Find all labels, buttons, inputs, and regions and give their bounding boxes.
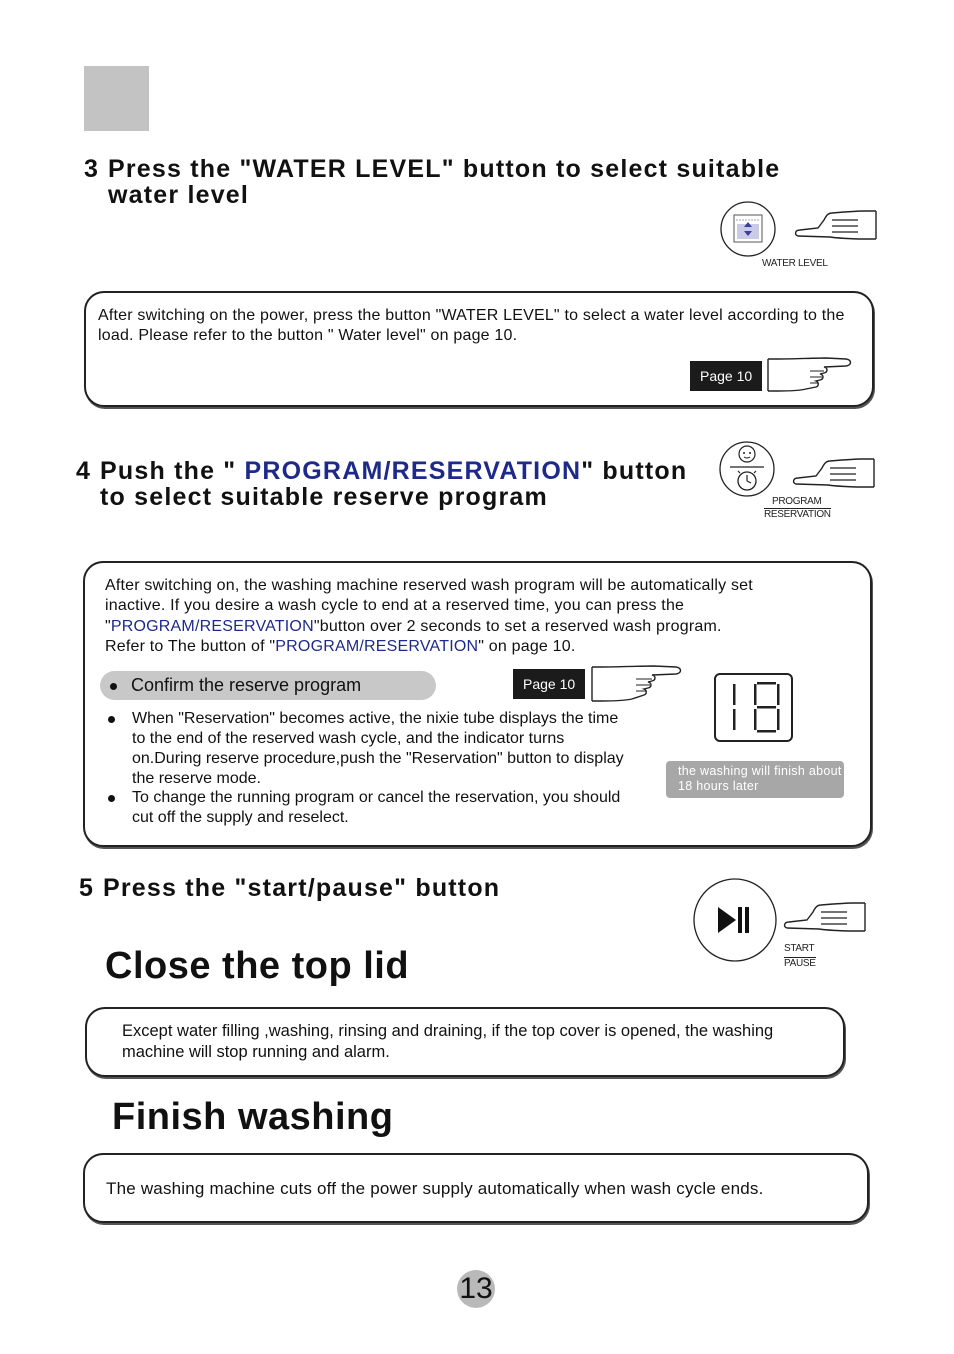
program-label: PROGRAM — [772, 496, 822, 507]
finish-text: The washing machine cuts off the power supply automatically when wash cycle ends. — [106, 1179, 764, 1198]
page-number: 13 — [457, 1270, 495, 1308]
pointing-hand-icon — [588, 663, 684, 705]
step4-paragraph — [105, 576, 855, 657]
step4-page-badge[interactable]: Page 10 — [513, 669, 585, 699]
step4-title-pre: Push the " — [100, 457, 245, 485]
step4-para-line3-rest: "button over 2 seconds to set a reserved wash program. — [313, 617, 722, 635]
step5-number: 5 — [79, 874, 95, 902]
quote-mark: " — [105, 617, 111, 635]
step4-bullet-2 — [108, 788, 628, 828]
step4-para-line3 — [105, 617, 855, 637]
step4-para-line4-accent: PROGRAM/RESERVATION — [275, 637, 479, 655]
bullet-dot — [110, 683, 117, 690]
reservation-label-text: RESERVATION — [764, 509, 831, 520]
start-label: START — [784, 943, 815, 954]
step4-bullet-2-text: To change the running program or cancel the reservation, you should cut off the supply and reselect. — [132, 789, 621, 826]
step4-title-line2: to select suitable reserve program — [100, 483, 548, 511]
step4-para-line4 — [105, 637, 855, 657]
water-level-button-icon[interactable] — [719, 200, 777, 258]
pause-label: PAUSE — [784, 958, 816, 969]
step4-para-accent: PROGRAM/RESERVATION — [110, 617, 314, 635]
step4-title-post: " button — [581, 457, 688, 485]
close-lid-text: Except water filling ,washing, rinsing and draining, if the top cover is opened, the washing machine will stop running and alarm. — [122, 1022, 774, 1061]
step4-title — [76, 458, 736, 510]
step3-number: 3 — [84, 155, 100, 183]
pointing-hand-icon — [781, 900, 867, 934]
step4-number: 4 — [76, 457, 92, 485]
confirm-reserve-pill — [100, 671, 436, 700]
step3-box-text: After switching on the power, press the button "WATER LEVEL" to select a water level according to the load. Please refer to the button " Water level" on page 10. — [98, 307, 845, 344]
step3-title-line2: water level — [108, 181, 250, 209]
step4-para-line2: inactive. If you desire a wash cycle to end at a reserved time, you can press the — [105, 597, 685, 615]
step5-title — [79, 875, 639, 901]
bullet-dot — [108, 795, 115, 802]
step4-para-line4-pre: Refer to The button of " — [105, 637, 276, 655]
reservation-label — [764, 509, 831, 521]
confirm-label: Confirm the reserve program — [131, 675, 362, 695]
step4-para-line4-post: " on page 10. — [478, 637, 576, 655]
step4-para-line1: After switching on, the washing machine reserved wash program will be automatically set — [105, 577, 753, 594]
step4-bullet-1 — [108, 709, 628, 789]
step4-bullet-1-text: When "Reservation" becomes active, the nixie tube displays the time to the end of the reserved wash cycle, and the indicator turns on.During reserve procedure,push the "Reservation" button to display the reserve mode. — [132, 710, 624, 787]
pointing-hand-icon — [764, 355, 854, 395]
program-reservation-button-icon[interactable] — [718, 440, 776, 498]
step4-title-accent: PROGRAM/RESERVATION — [244, 457, 582, 485]
reservation-info-tag: the washing will finish about 18 hours later — [666, 761, 844, 798]
close-lid-heading: Close the top lid — [105, 945, 410, 987]
pointing-hand-icon — [792, 208, 878, 242]
start-pause-button-icon[interactable] — [692, 877, 778, 963]
nixie-display — [714, 673, 793, 742]
finish-heading: Finish washing — [112, 1096, 394, 1138]
step3-page-badge[interactable]: Page 10 — [690, 361, 762, 391]
bullet-dot — [108, 716, 115, 723]
header-square — [84, 66, 149, 131]
water-level-label: WATER LEVEL — [762, 258, 828, 269]
pointing-hand-icon — [790, 456, 876, 490]
seven-segment-digits — [716, 675, 791, 740]
step3-title-line1: Press the "WATER LEVEL" button to select suitable — [108, 155, 781, 183]
step5-title-text: Press the "start/pause" button — [103, 874, 501, 902]
